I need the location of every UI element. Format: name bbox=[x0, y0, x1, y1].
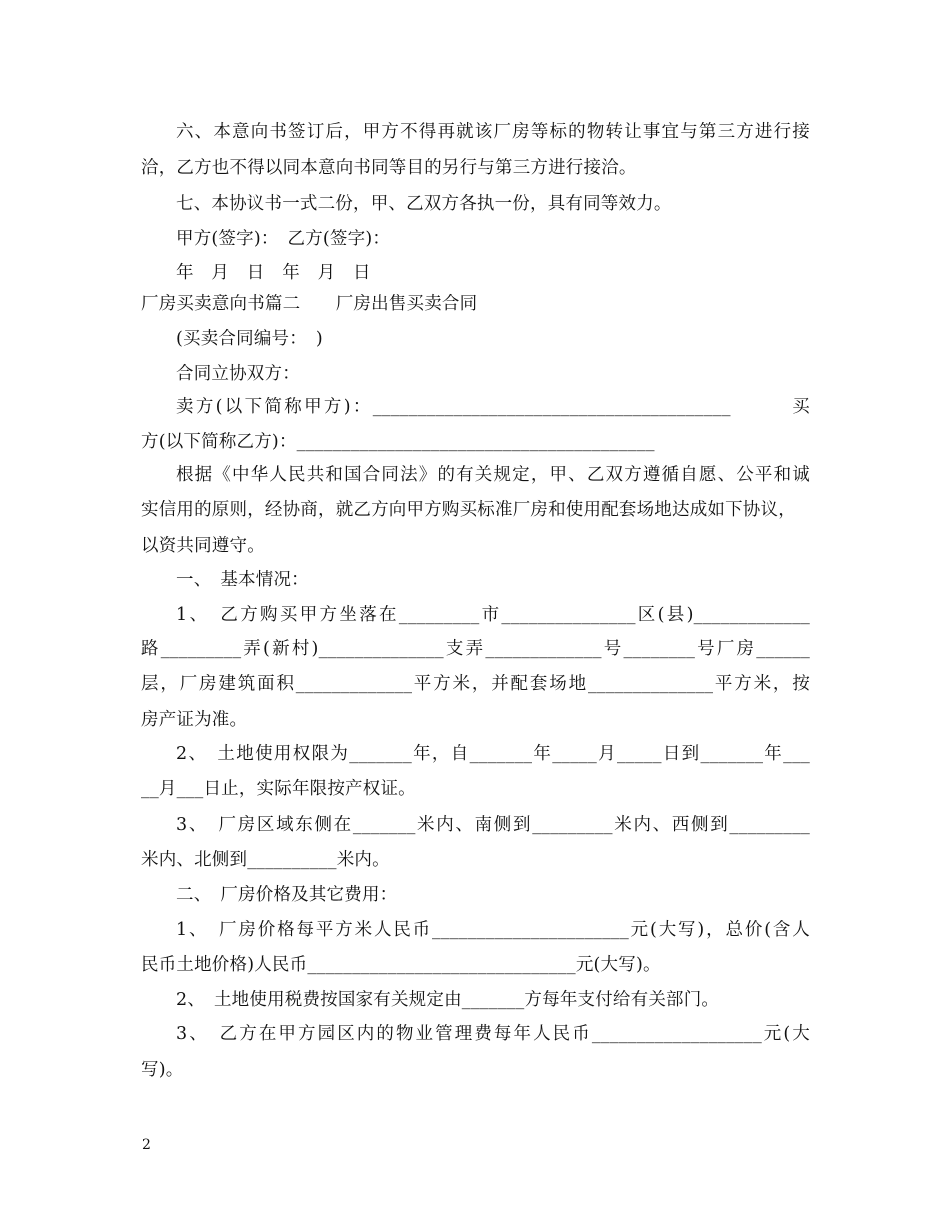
contract-parties: 合同立协双方： bbox=[176, 364, 300, 384]
price-item-3-line-1: 3、 乙方在甲方园区内的物业管理费每年人民币___________________元(大 bbox=[176, 1024, 810, 1044]
contract-number: (买卖合同编号： ) bbox=[176, 329, 323, 349]
seller-line: 卖方(以下简称甲方)：________________________________________ 买 bbox=[176, 397, 810, 417]
item-1-line-3: 层，厂房建筑面积_____________平方米，并配套场地______________平方米，按 bbox=[141, 674, 810, 694]
price-item-1-line-2: 民币土地价格)人民币______________________________元(大写)。 bbox=[141, 955, 661, 975]
item-1-line-2: 路_________弄(新村)______________支弄_____________号________号厂房______ bbox=[141, 639, 810, 659]
item-1-line-4: 房产证为准。 bbox=[141, 710, 248, 730]
date-line: 年 月 日 年 月 日 bbox=[176, 263, 371, 283]
item-2-line-2: __月___日止，实际年限按产权证。 bbox=[141, 779, 416, 799]
page-number: 2 bbox=[142, 1137, 151, 1153]
signature-line: 甲方(签字)： 乙方(签字)： bbox=[176, 229, 391, 249]
item-3-line-2: 米内、北侧到__________米内。 bbox=[141, 850, 390, 870]
price-heading: 二、 厂房价格及其它费用： bbox=[176, 885, 398, 905]
price-item-1-line-1: 1、 厂房价格每平方米人民币______________________元(大写)，总价(含人 bbox=[176, 920, 810, 940]
intro-line-2: 实信用的原则，经协商，就乙方向甲方购买标准厂房和使用配套场地达成如下协议， bbox=[141, 500, 796, 520]
item-3-line-1: 3、 厂房区域东侧在_______米内、南侧到_________米内、西侧到_________ bbox=[176, 815, 810, 835]
clause-six-line-1: 六、本意向书签订后，甲方不得再就该厂房等标的物转让事宜与第三方进行接 bbox=[176, 122, 810, 142]
item-2-line-1: 2、 土地使用权限为_______年，自_______年_____月_____日到_______年___ bbox=[176, 744, 810, 764]
buyer-line: 方(以下简称乙方)：________________________________________ bbox=[141, 432, 655, 452]
item-1-line-1: 1、 乙方购买甲方坐落在_________市_______________区(县)_____________ bbox=[176, 605, 810, 625]
basic-info-heading: 一、 基本情况： bbox=[176, 570, 309, 590]
section-title: 厂房买卖意向书篇二 厂房出售买卖合同 bbox=[141, 294, 478, 314]
price-item-3-line-2: 写)。 bbox=[141, 1060, 184, 1080]
price-item-2: 2、 土地使用税费按国家有关规定由_______方每年支付给有关部门。 bbox=[176, 990, 720, 1010]
clause-seven: 七、本协议书一式二份，甲、乙双方各执一份，具有同等效力。 bbox=[176, 194, 672, 214]
clause-six-line-2: 洽，乙方也不得以同本意向书同等目的另行与第三方进行接洽。 bbox=[141, 158, 637, 178]
intro-line-3: 以资共同遵守。 bbox=[141, 536, 265, 556]
intro-line-1: 根据《中华人民共和国合同法》的有关规定，甲、乙双方遵循自愿、公平和诚 bbox=[176, 465, 810, 485]
